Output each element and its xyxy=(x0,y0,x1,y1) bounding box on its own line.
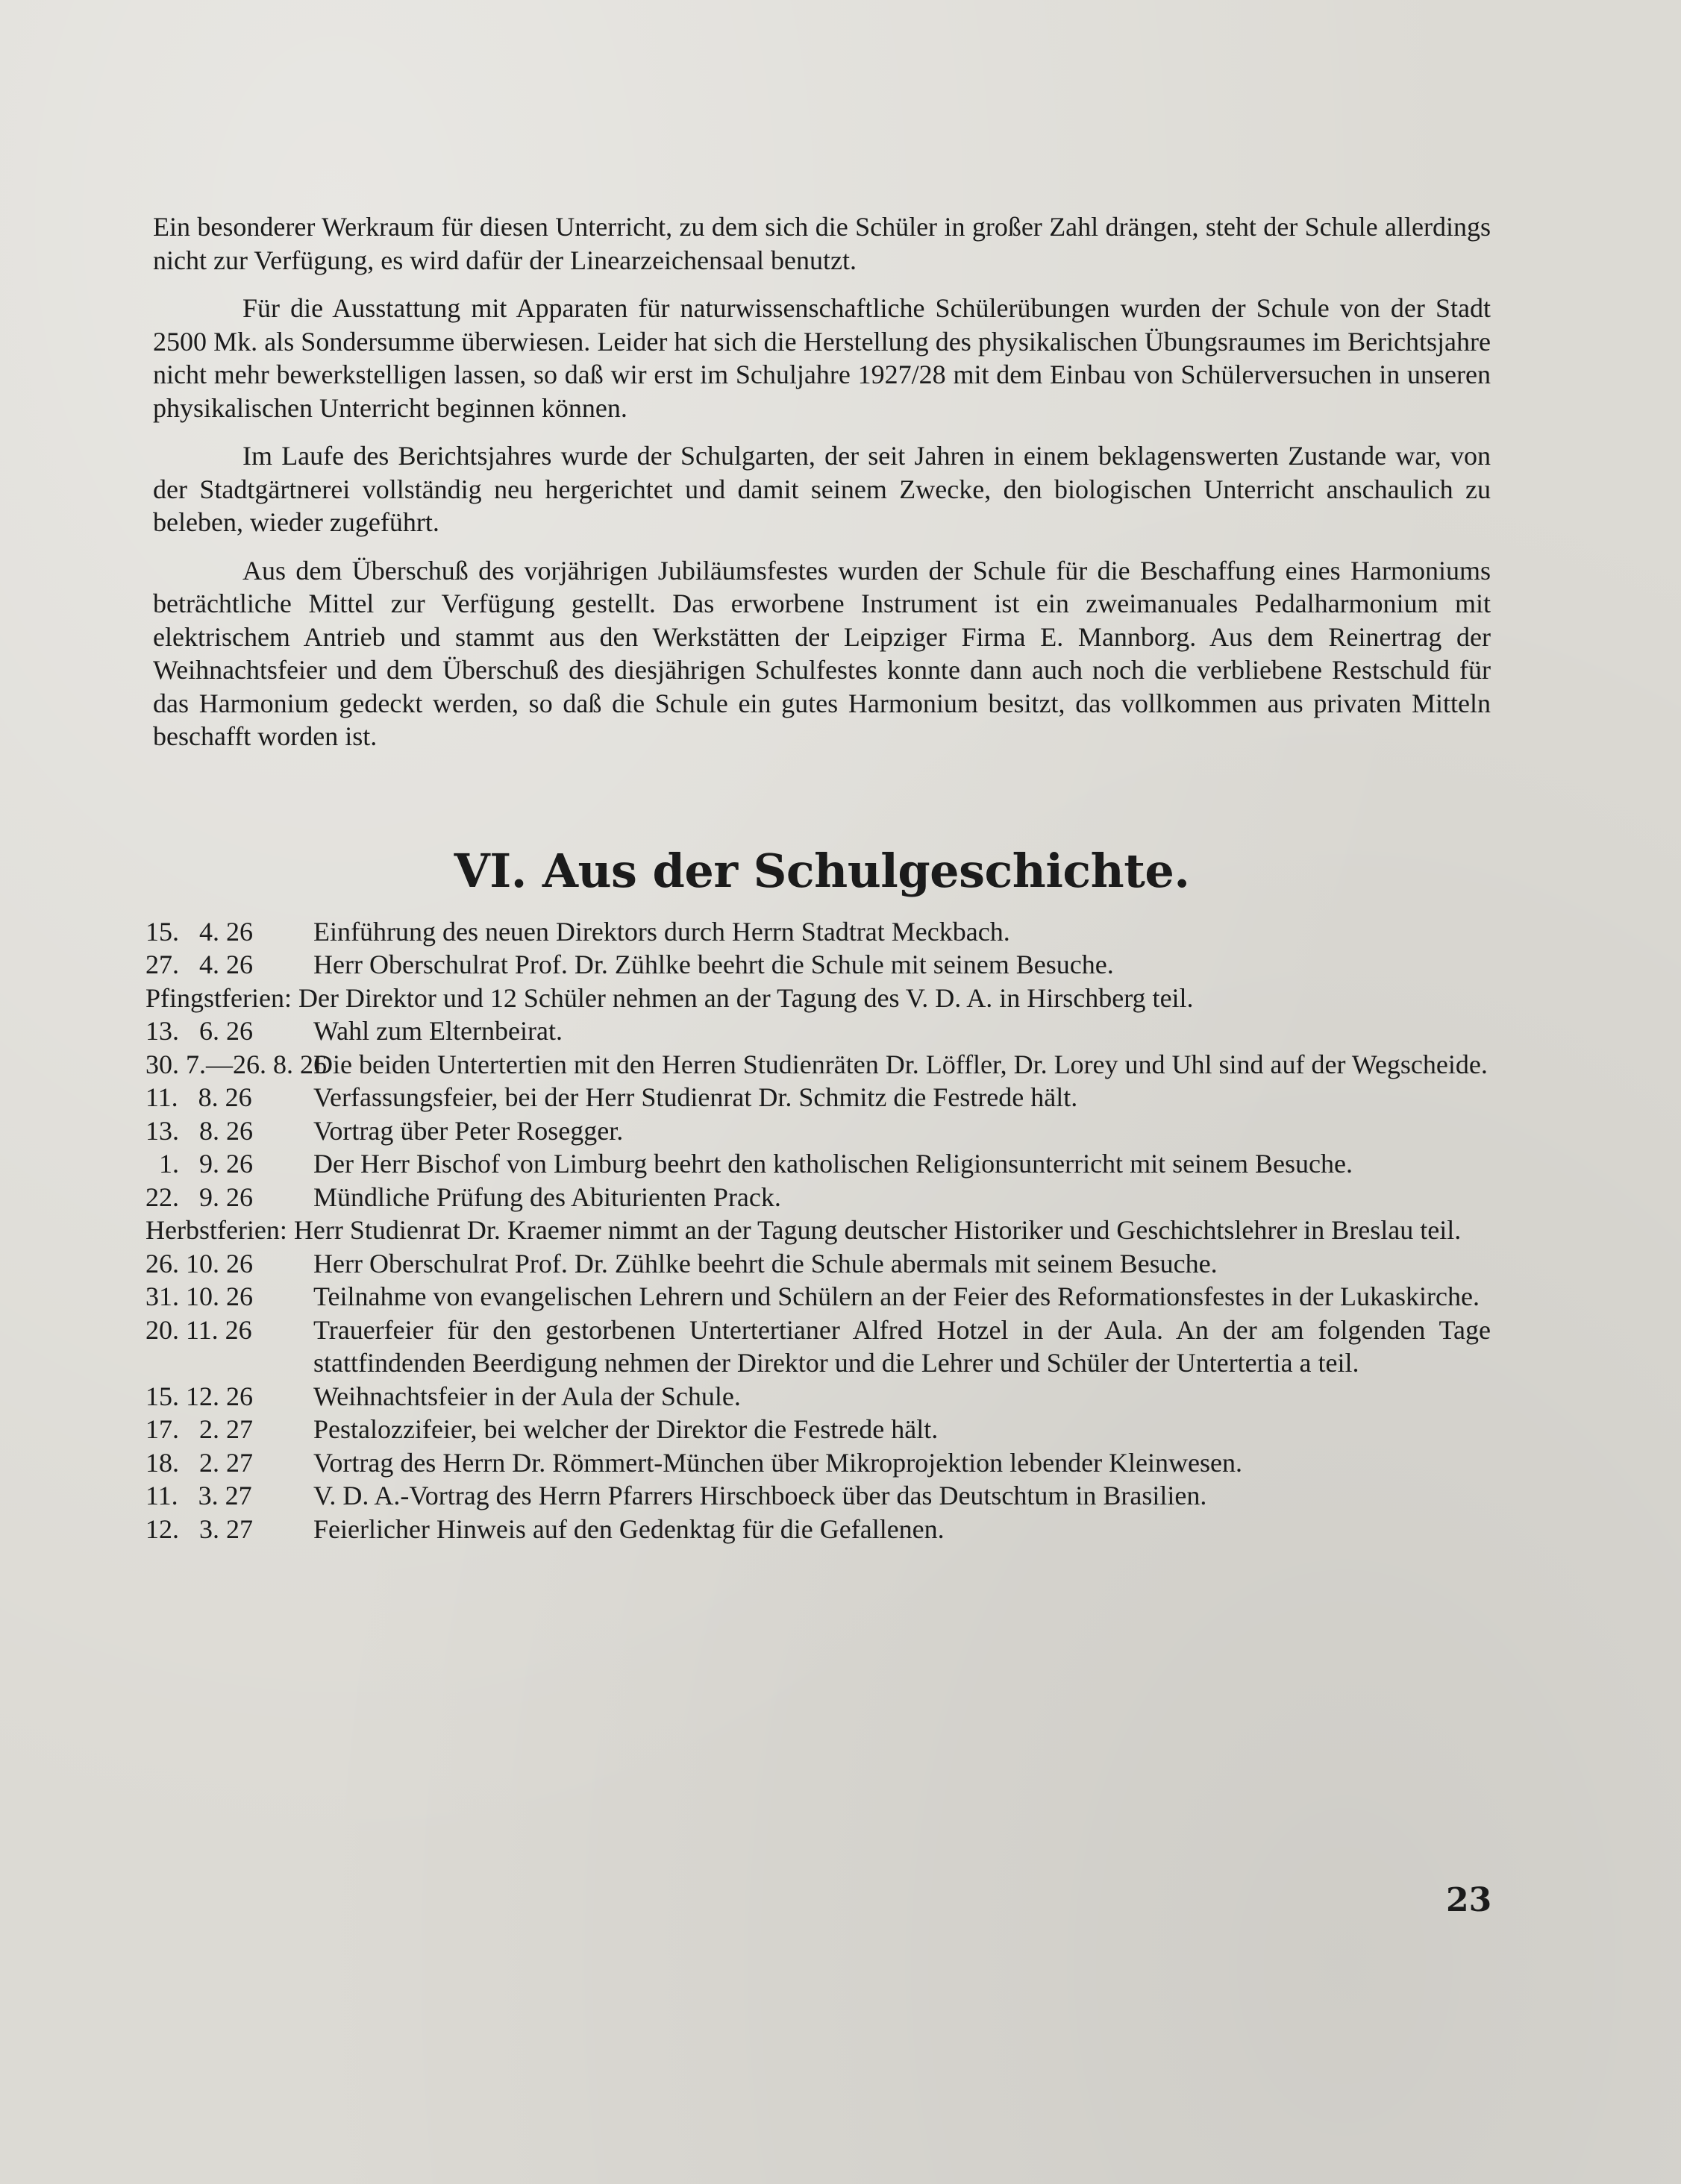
chronicle-entry xyxy=(145,1214,1491,1247)
chronicle-date: 13. 6. 26 xyxy=(145,1016,253,1046)
chronicle-text: Vortrag über Peter Rosegger. xyxy=(313,1115,624,1146)
chronicle-text: Einführung des neuen Direktors durch Herrn Stadtrat Meckbach. xyxy=(313,916,1010,947)
chronicle-date: 20. 11. 26 xyxy=(145,1314,252,1345)
chronicle-entry xyxy=(145,1380,1491,1413)
chronicle-date: 27. 4. 26 xyxy=(145,950,253,979)
paragraph-harmonium: Aus dem Überschuß des vorjährigen Jubiläumsfestes wurden der Schule für die Beschaffung eines Harmoniums beträchtliche Mittel zur Verfügung gestellt. Das erworbene Instrument ist ein zweimanuales Pedalharmonium mit elektrischem Antrieb und stammt aus den Werkstätten der Leipziger Firma E. Mannborg. Aus dem Reinertrag der Weihnachtsfeier und dem Überschuß des diesjährigen Schulfestes konnte dann auch noch die verbliebene Restschuld für das Harmonium gedeckt werden, so daß die Schule ein gutes Harmonium besitzt, das vollkommen aus privaten Mitteln beschafft worden ist. xyxy=(153,555,1491,751)
chronicle-date: 22. 9. 26 xyxy=(145,1182,253,1212)
section-heading: VI. Aus der Schulgeschichte. xyxy=(454,843,1190,898)
chronicle-entry xyxy=(145,1147,1491,1181)
chronicle-text: Pfingstferien: Der Direktor und 12 Schüler nehmen an der Tagung des V. D. A. in Hirschberg teil. xyxy=(145,982,1194,1013)
chronicle-entry xyxy=(145,1114,1491,1148)
chronicle-entry xyxy=(145,1014,1491,1048)
chronicle-text: Vortrag des Herrn Dr. Römmert-München über Mikroprojektion lebender Kleinwesen. xyxy=(313,1447,1243,1478)
chronicle-entry xyxy=(145,1048,1491,1082)
chronicle-date: 18. 2. 27 xyxy=(145,1447,253,1478)
chronicle-entry xyxy=(145,1247,1491,1281)
chronicle-text: Herbstferien: Herr Studienrat Dr. Kraemer nimmt an der Tagung deutscher Historiker und Geschichtslehrer in Breslau teil. xyxy=(145,1215,1462,1245)
page-number: 23 xyxy=(1446,1881,1492,1919)
chronicle-entry xyxy=(145,1181,1491,1214)
chronicle-date: 15. 4. 26 xyxy=(145,916,253,947)
chronicle-date: 13. 8. 26 xyxy=(145,1115,253,1146)
chronicle-entry xyxy=(145,1479,1491,1513)
chronicle-text: Wahl zum Elternbeirat. xyxy=(313,1016,563,1046)
chronicle-date: 12. 3. 27 xyxy=(145,1513,253,1544)
chronicle-entry xyxy=(145,915,1491,949)
paragraph-apparate: Für die Ausstattung mit Apparaten für naturwissenschaftliche Schülerübungen wurden der Schule von der Stadt 2500 Mk. als Sondersumme überwiesen. Leider hat sich die Herstellung des physikalischen Übungsraumes im Berichtsjahre nicht mehr bewerkstelligen lassen, so daß wir erst im Schuljahre 1927/28 mit dem Einbau von Schülerversuchen in unseren physikalischen Unterricht beginnen können. xyxy=(153,293,1491,423)
chronicle-text: Trauerfeier für den gestorbenen Untertertianer Alfred Hotzel in der Aula. An der am folgenden Tage stattfindenden Beerdigung nehmen der Direktor und die Lehrer und Schüler der Untertertia a teil. xyxy=(313,1314,1491,1378)
chronicle-text: Verfassungsfeier, bei der Herr Studienrat Dr. Schmitz die Festrede hält. xyxy=(313,1082,1078,1112)
chronicle-text: Herr Oberschulrat Prof. Dr. Zühlke beehrt die Schule mit seinem Besuche. xyxy=(313,950,1114,979)
chronicle-text: Herr Oberschulrat Prof. Dr. Zühlke beehrt die Schule abermals mit seinem Besuche. xyxy=(313,1248,1218,1278)
main-text-block xyxy=(145,210,1491,1546)
chronicle-text: Die beiden Untertertien mit den Herren Studienräten Dr. Löffler, Dr. Lorey und Uhl sind auf der Wegscheide. xyxy=(313,1049,1488,1079)
chronicle-entry xyxy=(145,1446,1491,1480)
chronicle-date: 30. 7.—26. 8. 26 xyxy=(145,1049,327,1079)
chronicle-date: 1. 9. 26 xyxy=(145,1149,253,1179)
paragraph-schulgarten: Im Laufe des Berichtsjahres wurde der Schulgarten, der seit Jahren in einem beklagenswerten Zustande war, von der Stadtgärtnerei vollständig neu hergerichtet und damit seinem Zwecke, den biologischen Unterricht anschaulich zu beleben, wieder zugeführt. xyxy=(153,441,1491,537)
chronicle-date: 15. 12. 26 xyxy=(145,1381,253,1411)
chronicle-entry xyxy=(145,948,1491,982)
chronicle-text: Pestalozzifeier, bei welcher der Direktor die Festrede hält. xyxy=(313,1414,939,1444)
chronicle-text: Mündliche Prüfung des Abiturienten Prack. xyxy=(313,1182,781,1212)
chronicle-text: V. D. A.-Vortrag des Herrn Pfarrers Hirschboeck über das Deutschtum in Brasilien. xyxy=(313,1481,1207,1510)
chronicle-entry xyxy=(145,1513,1491,1546)
chronicle-date: 17. 2. 27 xyxy=(145,1414,253,1444)
chronicle-text: Weihnachtsfeier in der Aula der Schule. xyxy=(313,1381,741,1411)
chronicle-entry xyxy=(145,1081,1491,1114)
chronicle-date: 26. 10. 26 xyxy=(145,1248,253,1278)
paragraph-werkraum: Ein besonderer Werkraum für diesen Unterricht, zu dem sich die Schüler in großer Zahl drängen, steht der Schule allerdings nicht zur Verfügung, es wird dafür der Linearzeichensaal benutzt. xyxy=(153,212,1491,275)
chronicle-entry xyxy=(145,1280,1491,1314)
chronicle-text: Teilnahme von evangelischen Lehrern und Schülern an der Feier des Reformationsfestes in der Lukaskirche. xyxy=(313,1281,1480,1311)
chronicle-list xyxy=(145,915,1491,1546)
chronicle-entry xyxy=(145,1413,1491,1446)
chronicle-date: 31. 10. 26 xyxy=(145,1281,253,1311)
chronicle-entry xyxy=(145,1314,1491,1380)
chronicle-date: 11. 8. 26 xyxy=(145,1082,252,1112)
chronicle-entry xyxy=(145,982,1491,1015)
chronicle-date: 11. 3. 27 xyxy=(145,1481,252,1510)
chronicle-text: Feierlicher Hinweis auf den Gedenktag für die Gefallenen. xyxy=(313,1513,945,1544)
chronicle-text: Der Herr Bischof von Limburg beehrt den katholischen Religionsunterricht mit seinem Besuche. xyxy=(313,1149,1353,1179)
